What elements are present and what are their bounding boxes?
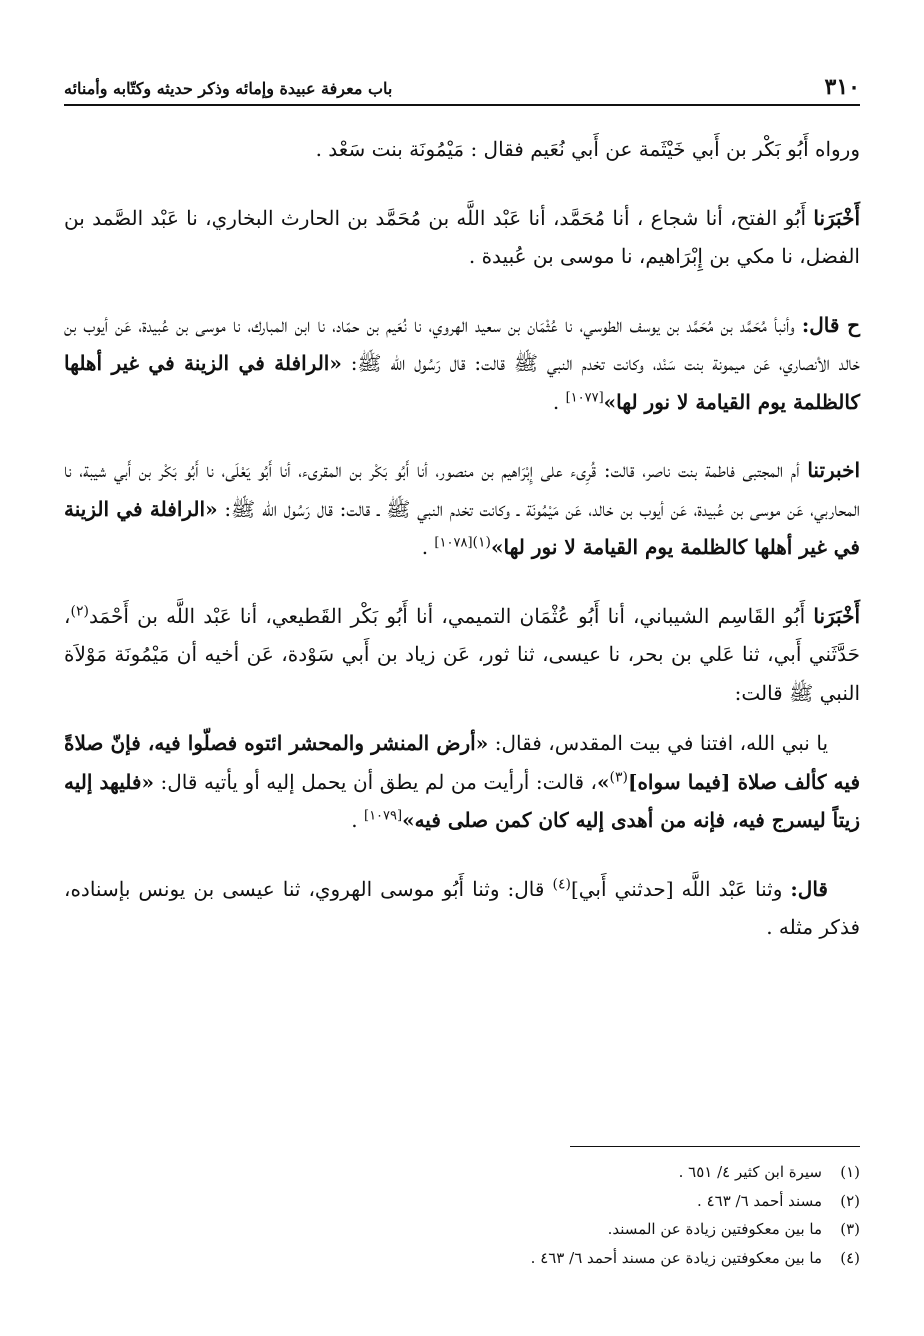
paragraph-text: أَبُو الفتح، أنا شجاع ، أنا مُحَمَّد، أنا عَبْد اللَّه بن مُحَمَّد بن الحارث البخاري، نا عَبْد الصَّمد بن الفضل، نا مكي بن إِبْرَاهيم، نا موسى بن عُبيدة . <box>64 205 860 268</box>
paragraph-end: . <box>421 535 435 559</box>
footnote-divider <box>570 1146 860 1147</box>
hadith-quote-end: » <box>597 769 610 794</box>
footnote-1 <box>64 1158 860 1187</box>
hadith-number: [١٠٧٩] <box>363 808 403 824</box>
paragraph-text: ورواه أَبُو بَكْر بن أَبي خَيْثَمة عن أَبي نُعَيم فقال : مَيْمُونَة بنت سَعْد . <box>315 137 860 161</box>
paragraph-text: أَبُو القَاسِم الشيباني، أنا أَبُو عُثْمَان التميمي، أنا أَبُو بَكْر القَطيعي، أنا عَبْد اللَّه بن أَحْمَد <box>88 603 814 628</box>
paragraph-text: وثنا عَبْد اللَّه [حدثني أَبي] <box>570 876 791 901</box>
page-number: ٣١٠ <box>824 74 860 100</box>
footnote-ref[interactable]: (٣) <box>609 768 628 785</box>
paragraph-text: يا نبي الله، افتنا في بيت المقدس، فقال: <box>488 731 829 755</box>
hadith-number: [١٠٧٨] <box>434 535 473 551</box>
footnote-ref[interactable]: (٤) <box>552 875 571 892</box>
paragraph-end: . <box>351 808 364 832</box>
footnote-number: (٢) <box>840 1191 860 1210</box>
footnote-number: (١) <box>840 1163 860 1181</box>
footnote-number: (٣) <box>840 1220 860 1238</box>
paragraph-lead: أَخْبَرَنا <box>813 603 860 628</box>
hadith-quote: «الرافلة في الزينة في غير أهلها كالظلمة يوم القيامة لا نور لها» <box>64 496 860 559</box>
footnote-text: ما بين معكوفتين زيادة عن مسند أحمد ٦/ ٤٦٣ . <box>530 1248 822 1267</box>
hadith-quote-2: «فليهد إليه زيتاً ليسرج فيه، فإنه من أهدى إليه كان كمن صلى فيه» <box>64 769 860 832</box>
paragraph-text: وأنبأ مُحَمَّد بن مُحَمَّد بن يوسف الطوسي، نا عُثْمَان بن سعيد الهروي، نا نُعَيم بن حمّاد، نا ابن المبارك، نا موسى بن عُبيدة، عَن أيوب بن خالد الأنصاري، عَن ميمونة بنت سَنْد، وكانت تخدم النبي ﷺ قالت: قال رَسُول الله ﷺ: <box>64 312 860 375</box>
paragraph-7 <box>64 870 860 947</box>
paragraph-4 <box>64 451 860 567</box>
paragraph-6 <box>64 724 860 840</box>
paragraph-text-continued: ، حَدَّثَني أَبي، ثنا عَلي بن بحر، نا عيسى، ثنا ثور، عَن زياد بن أَبي سَوْدة، عَن أخيه أن مَيْمُونَة مَوْلاَة النبي ﷺ قالت: <box>64 603 860 705</box>
paragraph-1 <box>64 130 860 169</box>
footnote-2 <box>64 1187 860 1216</box>
main-text <box>64 130 860 977</box>
paragraph-text: أم المجتبى فاطمة بنت ناصر، قالت: قُرِىء على إِبْرَاهيم بن منصور، أنا أَبُو بَكْر بن المقرىء، أنا أَبُو يَعْلَى، نا أَبُو بَكْر بن أَبي شيبة، نا المحاربي، عَن موسى بن عُبيدة، عَن أيوب بن خالد، عَن مَيْمُونَة ـ وكانت تخدم النبي ﷺ ـ قالت: قال رَسُول الله ﷺ: <box>64 458 860 521</box>
paragraph-lead: قال: <box>790 876 828 901</box>
footnote-text: سيرة ابن كثير ٤/ ٦٥١ . <box>678 1163 822 1181</box>
paragraph-lead: ح قال: <box>801 312 860 337</box>
page-header <box>64 70 860 106</box>
paragraph-3 <box>64 306 860 422</box>
footnote-text: مسند أحمد ٦/ ٤٦٣ . <box>697 1191 822 1210</box>
footnote-ref[interactable]: (١) <box>472 534 491 551</box>
footnote-ref[interactable]: (٢) <box>70 602 89 619</box>
hadith-quote: «الرافلة في الزينة في غير أهلها كالظلمة يوم القيامة لا نور لها» <box>64 351 860 414</box>
footnotes <box>64 1158 860 1272</box>
footnote-3 <box>64 1215 860 1244</box>
paragraph-lead: أَخْبَرَنا <box>813 205 860 230</box>
running-title: باب معرفة عبيدة وإمائه وذكر حديثه وكتّابه وأمنائه <box>64 79 393 98</box>
paragraph-text-continued: قال: وثنا أَبُو موسى الهروي، ثنا عيسى بن يونس بإسناده، فذكر مثله . <box>64 876 860 939</box>
hadith-number: [١٠٧٧] <box>565 389 604 405</box>
hadith-quote: «أرض المنشر والمحشر ائتوه فصلّوا فيه، فإنّ صلاةً فيه كألف صلاة [فيما سواه] <box>64 731 860 794</box>
paragraph-5 <box>64 597 860 713</box>
paragraph-end: . <box>552 389 566 414</box>
paragraph-lead: اخبرتنا <box>807 458 860 482</box>
paragraph-2 <box>64 199 860 276</box>
footnote-text: ما بين معكوفتين زيادة عن المسند. <box>607 1220 822 1238</box>
footnote-4 <box>64 1244 860 1273</box>
footnote-number: (٤) <box>840 1248 860 1267</box>
paragraph-text-continued: ، قالت: أرأيت من لم يطق أن يحمل إليه أو يأتيه قال: <box>154 769 598 794</box>
